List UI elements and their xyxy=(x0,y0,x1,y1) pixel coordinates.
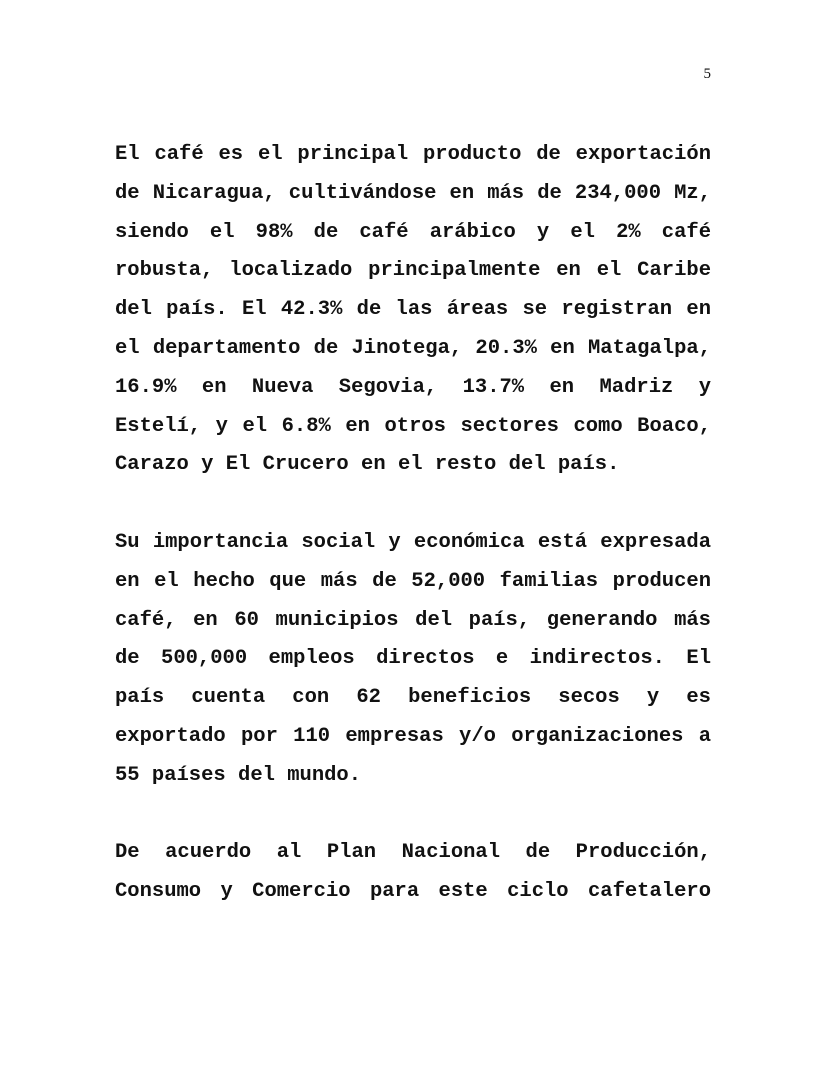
document-body xyxy=(115,136,711,951)
paragraph-national-plan: De acuerdo al Plan Nacional de Producción, Consumo y Comercio para este ciclo cafetalero xyxy=(115,841,711,904)
paragraph-coffee-production: El café es el principal producto de exportación de Nicaragua, cultivándose en más de 234,000 Mz, siendo el 98% de café arábico y el 2% café robusta, localizado principalmente en el Caribe del país. El 42.3% de las áreas se registran en el departamento de Jinotega, 20.3% en Matagalpa, 16.9% en Nueva Segovia, 13.7% en Madriz y Estelí, y el 6.8% en otros sectores como Boaco, Carazo y El Crucero en el resto del país. xyxy=(115,143,711,477)
page-number: 5 xyxy=(703,66,711,82)
paragraph-social-importance: Su importancia social y económica está expresada en el hecho que más de 52,000 familias producen café, en 60 municipios del país, generando más de 500,000 empleos directos e indirectos. El país cuenta con 62 beneficios secos y es exportado por 110 empresas y/o organizaciones a 55 países del mundo. xyxy=(115,530,711,787)
